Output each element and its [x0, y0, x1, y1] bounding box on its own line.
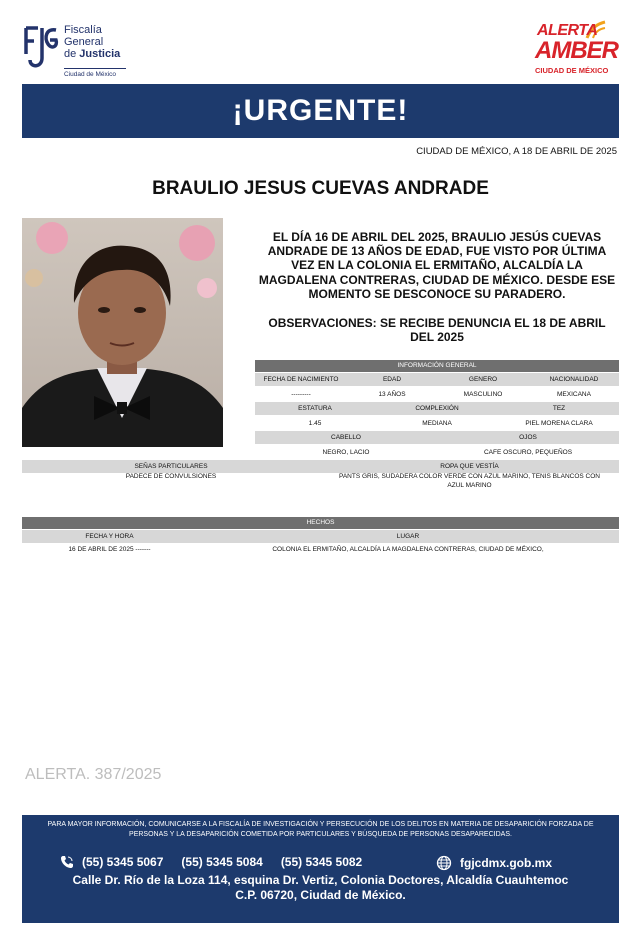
value-height: 1.45	[308, 420, 322, 427]
value-hair: NEGRO, LACIO	[322, 449, 370, 456]
facts-headers-row	[22, 530, 619, 543]
general-info-values-row3	[255, 446, 619, 459]
header-hair: CABELLO	[331, 434, 361, 441]
org-line-3-bold: Justicia	[79, 48, 121, 60]
header-gender: GENERO	[468, 376, 498, 383]
general-info-headers-row3	[255, 431, 619, 444]
header-complexion: TEZ	[552, 405, 566, 412]
value-age: 13 AÑOS	[378, 391, 406, 398]
missing-person-name: BRAULIO JESUS CUEVAS ANDRADE	[152, 178, 489, 199]
case-description: EL DÍA 16 DE ABRIL DEL 2025, BRAULIO JESÚS CUEVAS ANDRADE DE 13 AÑOS DE EDAD, FUE VISTO POR ÚLTIMA VEZ EN LA COLONIA EL ERMITAÑO, ALCALDÍA LA MAGDALENA CONTRERAS, CIUDAD DE MÉXICO. DESDE ESE MOMENTO SE DESCONOCE SU PARADERO.	[258, 230, 616, 301]
globe-icon	[436, 855, 452, 871]
alert-number: ALERTA. 387/2025	[25, 766, 162, 783]
value-place: COLONIA EL ERMITAÑO, ALCALDÍA LA MAGDALENA CONTRERAS, CIUDAD DE MÉXICO,	[272, 546, 544, 553]
general-info-header: INFORMACIÓN GENERAL	[255, 360, 619, 372]
amber-amber-text: AMBER	[535, 37, 618, 64]
missing-person-photo	[22, 218, 223, 447]
phone-number-1[interactable]: (55) 5345 5067	[82, 855, 164, 869]
address-line-2: C.P. 06720, Ciudad de México.	[235, 888, 406, 902]
phone-number-3[interactable]: (55) 5345 5082	[280, 855, 363, 869]
footer	[22, 815, 619, 923]
address	[22, 873, 619, 903]
facts-header: HECHOS	[22, 517, 619, 529]
general-info-headers-row1	[255, 373, 619, 386]
header-eyes: OJOS	[519, 434, 537, 441]
header-birthdate: FECHA DE NACIMIENTO	[263, 376, 339, 383]
header-clothing: ROPA QUE VESTÍA	[440, 463, 499, 470]
header-distinguishing-marks: SEÑAS PARTICULARES	[134, 463, 208, 470]
phone-icon	[60, 855, 74, 869]
fgj-emblem-icon	[22, 24, 60, 74]
header-date-time: FECHA Y HORA	[85, 533, 134, 540]
header-age: EDAD	[382, 376, 402, 383]
case-observations: OBSERVACIONES: SE RECIBE DENUNCIA EL 18 DE ABRIL DEL 2025	[268, 316, 606, 345]
fgj-logo-text	[64, 24, 120, 60]
amber-alerta-text: ALERTA	[537, 22, 598, 39]
facts-values-row	[22, 543, 619, 556]
fgj-logo	[22, 22, 132, 80]
website-link[interactable]: fgjcdmx.gob.mx	[460, 856, 553, 870]
general-info-headers-row2	[255, 402, 619, 415]
org-line-2: General	[64, 36, 104, 48]
header-nationality: NACIONALIDAD	[549, 376, 599, 383]
general-info-values-row2	[255, 417, 619, 430]
value-gender: MASCULINO	[463, 391, 503, 398]
value-nationality: MEXICANA	[557, 391, 591, 398]
alerta-amber-logo	[533, 22, 618, 82]
amber-city-text: CIUDAD DE MÉXICO	[535, 66, 609, 75]
value-birthdate: ---------	[291, 391, 311, 398]
header-place: LUGAR	[396, 533, 420, 540]
value-eyes: CAFE OSCURO, PEQUEÑOS	[483, 449, 573, 456]
org-line-1: Fiscalía	[64, 24, 102, 36]
address-line-1: Calle Dr. Río de la Loza 114, esquina Dr. Vertiz, Colonia Doctores, Alcaldía Cuauhtemoc	[72, 873, 569, 887]
general-info-values-row4	[22, 472, 619, 490]
header-height: ESTATURA	[298, 405, 332, 412]
value-build: MEDIANA	[422, 420, 452, 427]
value-date-time: 16 DE ABRIL DE 2025 -------	[68, 546, 151, 553]
value-clothing: PANTS GRIS, SUDADERA COLOR VERDE CON AZUL MARINO, TENIS BLANCOS CON AZUL MARINO	[338, 473, 600, 489]
value-distinguishing-marks: PADECE DE CONVULSIONES	[125, 473, 217, 480]
date-line: CIUDAD DE MÉXICO, A 18 DE ABRIL DE 2025	[416, 146, 617, 157]
header-build: COMPLEXIÓN	[415, 405, 459, 412]
phone-list	[60, 855, 380, 869]
org-line-3-prefix: de	[64, 48, 80, 60]
footer-info-text: PARA MAYOR INFORMACIÓN, COMUNICARSE A LA FISCALÍA DE INVESTIGACIÓN Y PERSECUCIÓN DE LOS DELITOS EN MATERIA DE DESAPARICIÓN FORZADA DE PERSONAS Y LA DESAPARICIÓN COMETIDA POR PARTICULARES Y BÚSQUEDA DE PERSONAS DESAPARECIDAS.	[47, 821, 594, 838]
website	[436, 855, 552, 871]
value-complexion: PIEL MORENA CLARA	[525, 420, 593, 427]
org-subtitle: Ciudad de México	[64, 68, 126, 78]
general-info-values-row1	[255, 388, 619, 401]
phone-number-2[interactable]: (55) 5345 5084	[181, 855, 263, 869]
urgent-banner: ¡URGENTE!	[22, 84, 619, 138]
